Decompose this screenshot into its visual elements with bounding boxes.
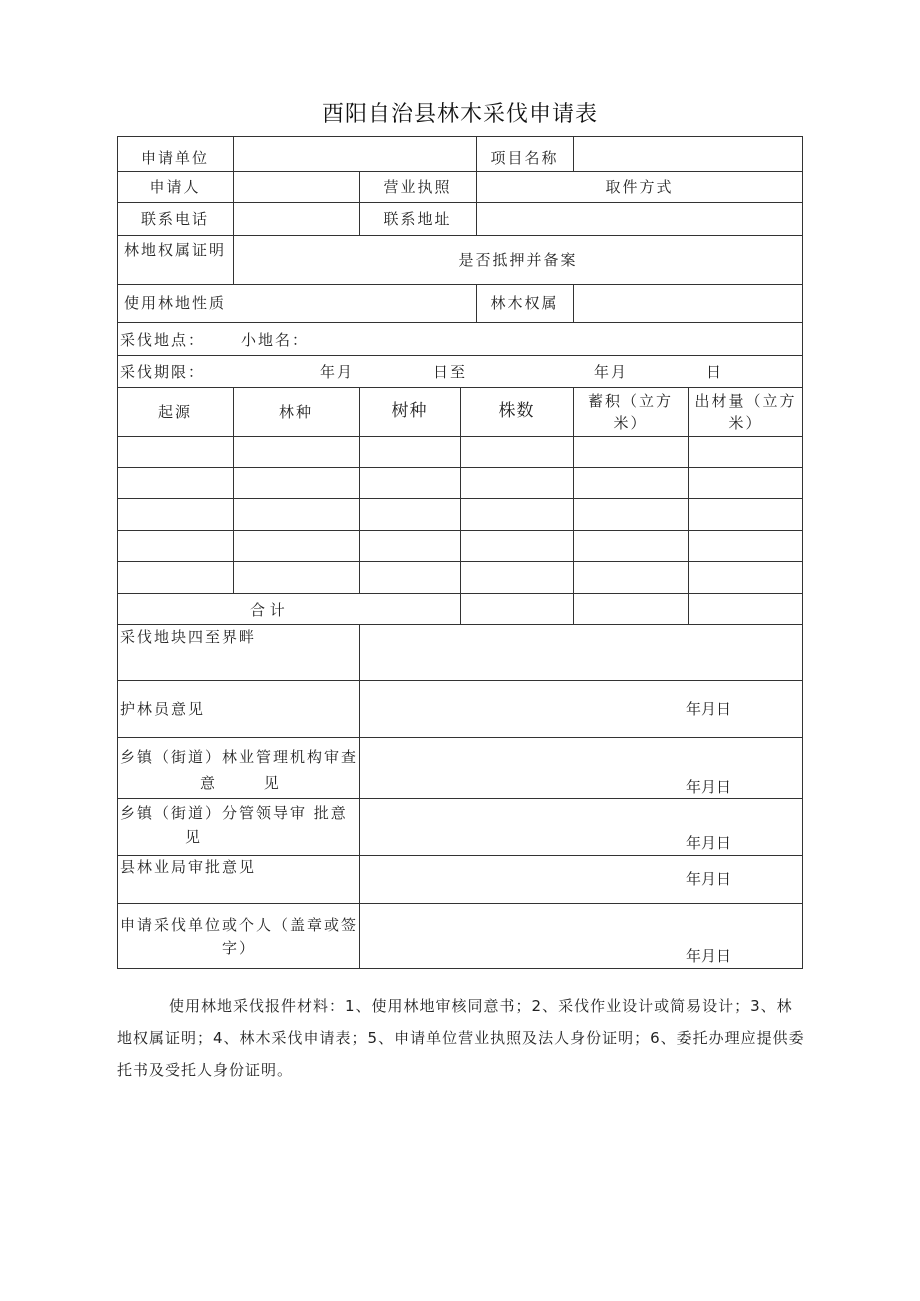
date-ranger: 年月日	[686, 700, 732, 718]
label-phone: 联系电话	[140, 210, 209, 228]
label-town-review-line1: 乡镇（街道）林业管理机构审查	[120, 748, 359, 766]
label-total: 合 计	[250, 601, 285, 619]
col-forest-type: 林种	[278, 403, 313, 421]
col-stem-count: 株数	[498, 401, 535, 421]
required-materials-note: 使用林地采伐报件材料：1、使用林地审核同意书；2、采伐作业设计或简易设计；3、林地权属证明；4、林木采伐申请表；5、申请单位营业执照及法人身份证明；6、委托办理应提供委托书及受托人身份证明。	[117, 997, 805, 1079]
label-county-approval: 县林业局审批意见	[120, 858, 257, 876]
label-business-license: 营业执照	[383, 178, 452, 196]
label-ranger-opinion: 护林员意见	[120, 700, 206, 718]
page-title: 酉阳自治县林木采伐申请表	[321, 102, 598, 127]
period-year-month-end: 年月	[594, 363, 629, 381]
period-year-month-start: 年月	[320, 363, 355, 381]
col-tree-species: 树种	[391, 401, 428, 421]
label-town-review-line2: 意 见	[200, 774, 281, 792]
period-day-to: 日至	[433, 363, 468, 381]
label-applicant: 申请人	[149, 178, 201, 196]
label-town-leader-line1: 乡镇（街道）分管领导审 批意	[120, 804, 348, 822]
col-origin: 起源	[157, 403, 192, 421]
label-forest-ownership-cert: 林地权属证明	[123, 241, 226, 259]
date-town-leader: 年月日	[686, 834, 732, 852]
date-applicant-sign: 年月日	[686, 947, 732, 965]
label-subsite: 小地名：	[241, 331, 310, 349]
col-timber-output-line1: 出材量（立方	[694, 392, 797, 410]
label-address: 联系地址	[383, 210, 452, 228]
period-day-end: 日	[706, 363, 724, 381]
date-county: 年月日	[686, 870, 732, 888]
label-pickup-method: 取件方式	[605, 178, 674, 196]
label-town-leader-line2: 见	[185, 828, 203, 846]
col-volume-line1: 蓄积（立方	[587, 392, 673, 410]
label-tree-ownership: 林木权属	[490, 294, 559, 312]
label-forest-land-nature: 使用林地性质	[123, 294, 226, 312]
label-applicant-unit: 申请单位	[140, 149, 209, 167]
date-town-review: 年月日	[686, 778, 732, 796]
col-timber-output-line2: 米）	[728, 414, 763, 432]
label-project-name: 项目名称	[490, 149, 559, 167]
label-harvest-site: 采伐地点：	[120, 331, 206, 349]
label-harvest-period: 采伐期限：	[120, 363, 206, 381]
col-volume-line2: 米）	[613, 414, 648, 432]
label-applicant-sign-line2: 字）	[222, 939, 257, 957]
label-mortgage-filed: 是否抵押并备案	[458, 251, 578, 269]
label-applicant-sign-line1: 申请采伐单位或个人（盖章或签	[120, 916, 359, 934]
label-boundary: 采伐地块四至界畔	[120, 628, 257, 646]
